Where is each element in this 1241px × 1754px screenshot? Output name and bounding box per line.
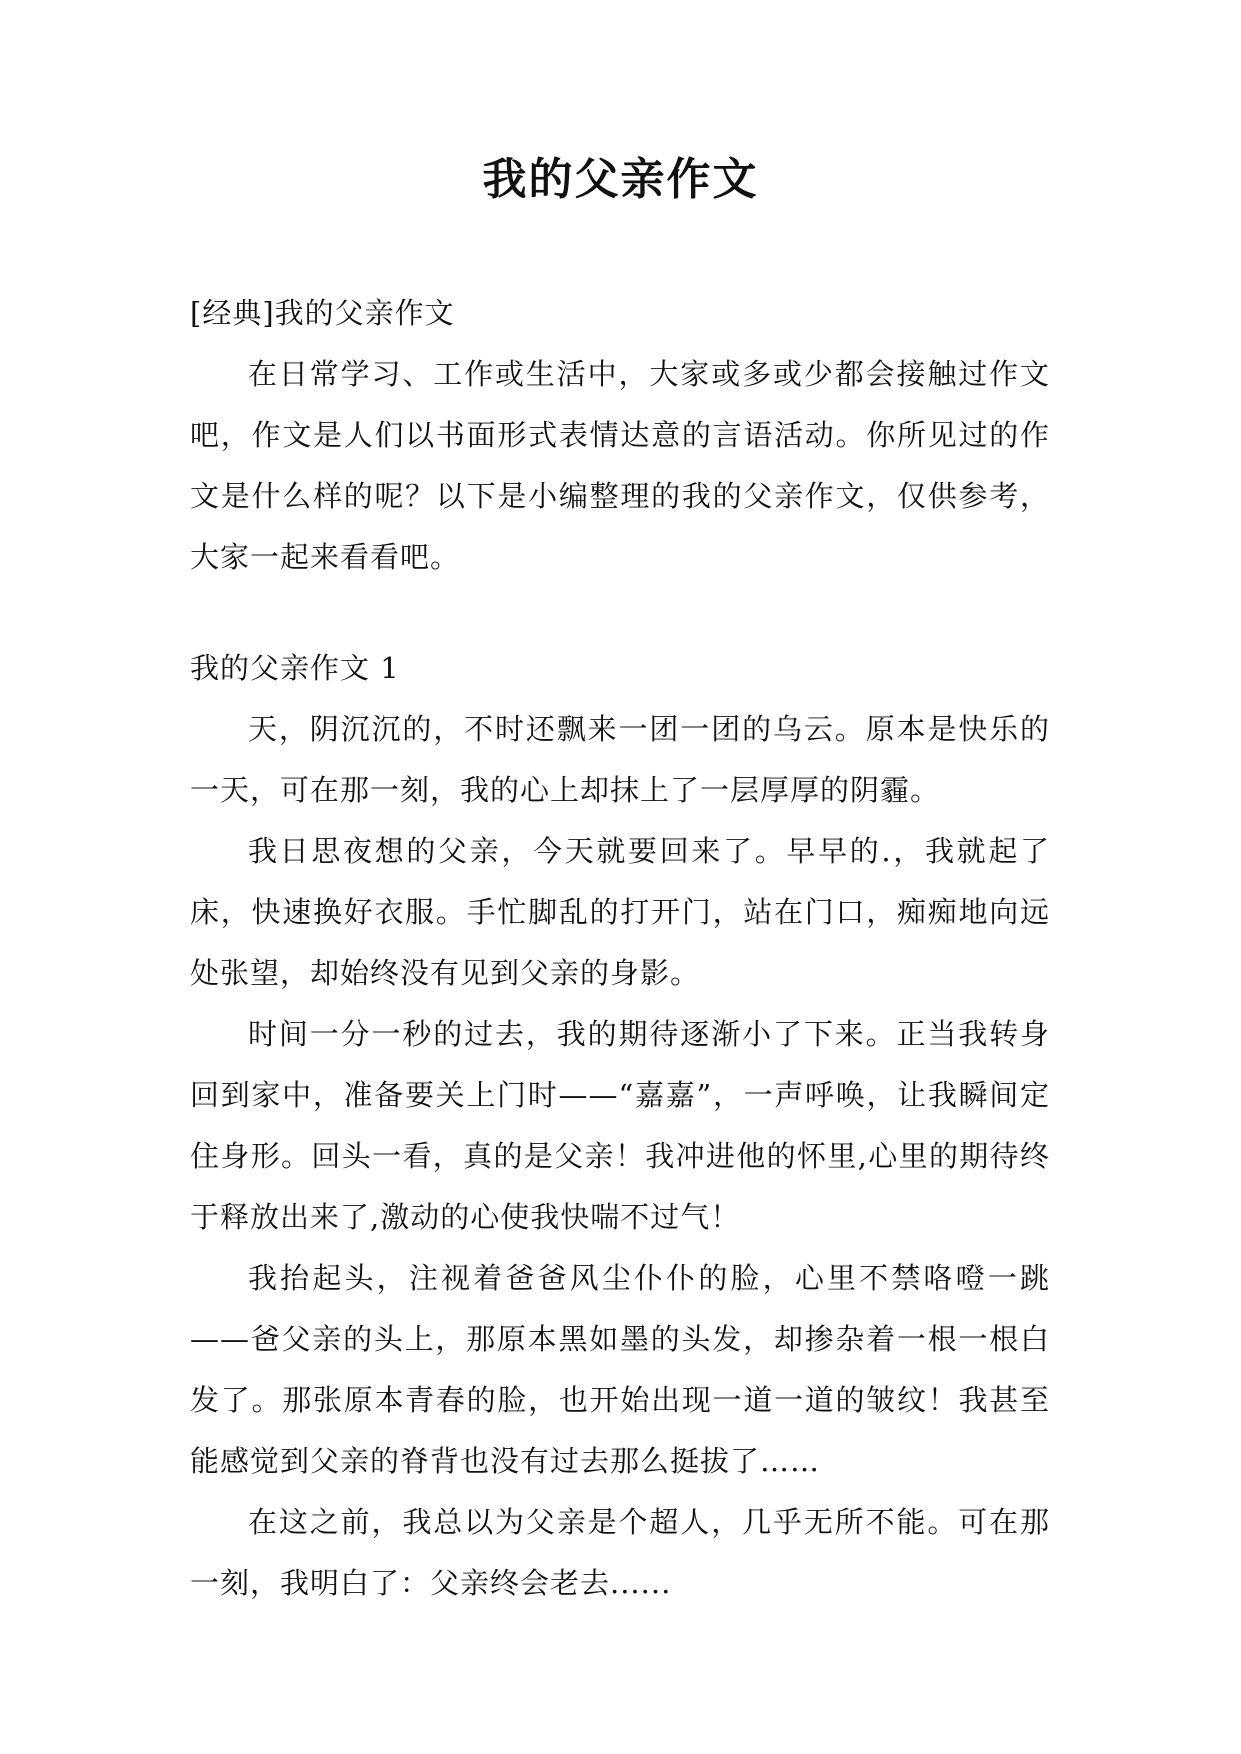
- body-paragraph: 时间一分一秒的过去，我的期待逐渐小了下来。正当我转身回到家中，准备要关上门时——“嘉嘉”，一声呼唤，让我瞬间定住身形。回头一看，真的是父亲！我冲进他的怀里,心里的期待终于释放出来了,激动的心使我快喘不过气！: [190, 1017, 1050, 1234]
- body-paragraph: 我日思夜想的父亲，今天就要回来了。早早的.，我就起了床，快速换好衣服。手忙脚乱的打开门，站在门口，痴痴地向远处张望，却始终没有见到父亲的身影。: [190, 834, 1050, 990]
- body-paragraph: 天，阴沉沉的，不时还飘来一团一团的乌云。原本是快乐的一天，可在那一刻，我的心上却抹上了一层厚厚的阴霾。: [190, 712, 1050, 807]
- body-paragraph: 我抬起头，注视着爸爸风尘仆仆的脸，心里不禁咯噔一跳——爸父亲的头上，那原本黑如墨的头发，却掺杂着一根一根白发了。那张原本青春的脸，也开始出现一道一道的皱纹！我甚至能感觉到父亲的脊背也没有过去那么挺拔了……: [190, 1261, 1050, 1478]
- document-subtitle: [经典]我的父亲作文: [190, 296, 455, 330]
- intro-paragraph: 在日常学习、工作或生活中，大家或多或少都会接触过作文吧，作文是人们以书面形式表情达意的言语活动。你所见过的作文是什么样的呢？以下是小编整理的我的父亲作文，仅供参考，大家一起来看看吧。: [190, 357, 1050, 574]
- section-spacer: [190, 588, 1050, 638]
- document-title: 我的父亲作文: [482, 154, 759, 205]
- body-paragraph: 在这之前，我总以为父亲是个超人，几乎无所不能。可在那一刻，我明白了：父亲终会老去......: [190, 1505, 1050, 1600]
- section-heading: 我的父亲作文 1: [190, 651, 400, 685]
- document-body: [190, 283, 1050, 1614]
